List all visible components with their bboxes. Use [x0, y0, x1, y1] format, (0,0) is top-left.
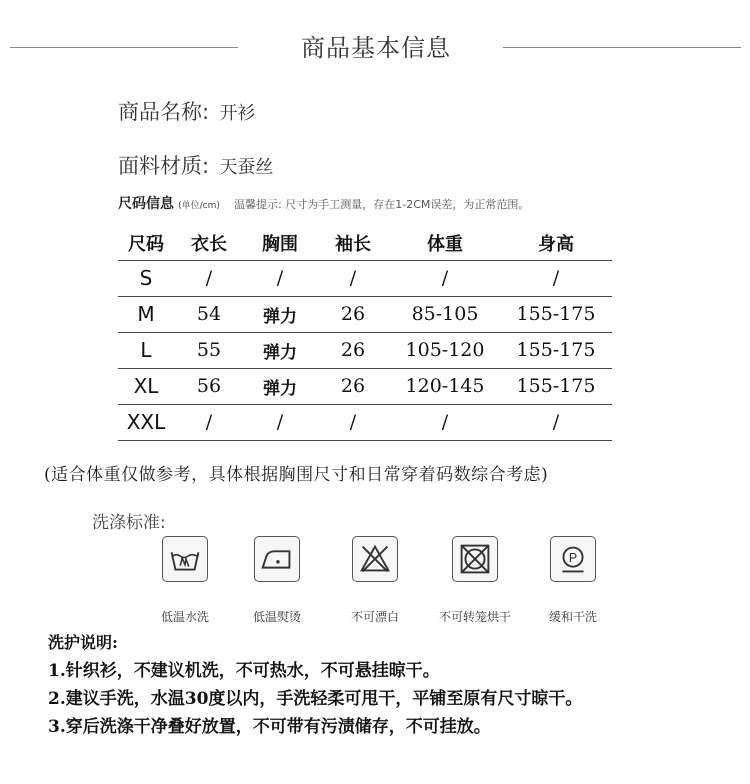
cell-sleeve: / [316, 260, 390, 296]
size-info-unit: (单位/cm) [178, 201, 220, 211]
cell-chest: 弹力 [244, 332, 316, 368]
cell-weight: / [390, 260, 500, 296]
cell-length: / [174, 260, 244, 296]
material-value: 天蚕丝 [219, 157, 274, 178]
weight-note: (适合体重仅做参考，具体根据胸围尺寸和日常穿着码数综合考虑) [44, 465, 549, 485]
cell-weight: / [390, 404, 500, 440]
cell-size: S [118, 260, 174, 296]
cell-chest: / [244, 260, 316, 296]
cell-sleeve: 26 [316, 332, 390, 368]
material-label: 面料材质: [118, 154, 210, 178]
table-row [118, 260, 612, 296]
cell-size: XXL [118, 404, 174, 440]
material-row [118, 150, 273, 180]
size-info-title: 尺码信息 [118, 196, 174, 212]
cell-size: M [118, 296, 174, 332]
icon-label: 不可转笼烘干 [438, 610, 511, 624]
table-row [118, 332, 612, 368]
gentle-dry-clean-icon [550, 536, 596, 582]
cell-length: 54 [174, 296, 244, 332]
col-header-chest: 胸围 [262, 233, 298, 255]
cell-length: 56 [174, 368, 244, 404]
cell-size: XL [118, 368, 174, 404]
cell-height: 155-175 [500, 368, 612, 404]
icon-label: 不可漂白 [350, 610, 399, 624]
care-title: 洗护说明: [48, 633, 118, 652]
product-name-value: 开衫 [219, 103, 256, 124]
col-header-height: 身高 [538, 233, 574, 255]
cell-chest: 弹力 [244, 296, 316, 332]
table-row [118, 368, 612, 404]
title-divider-right [503, 47, 741, 48]
cell-weight: 85-105 [390, 296, 500, 332]
col-header-sleeve: 袖长 [335, 233, 371, 255]
col-header-length: 衣长 [191, 233, 227, 255]
care-line: 1.针织衫，不建议机洗，不可热水，不可悬挂晾干。 [48, 661, 440, 681]
col-header-size: 尺码 [128, 233, 164, 255]
cell-sleeve: 26 [316, 368, 390, 404]
cell-chest: 弹力 [244, 368, 316, 404]
header [0, 28, 750, 68]
cell-height: 155-175 [500, 296, 612, 332]
product-name-row [118, 96, 255, 126]
cell-size: L [118, 332, 174, 368]
care-line: 3.穿后洗涤干净叠好放置，不可带有污渍储存，不可挂放。 [48, 717, 491, 737]
wash-standard-title: 洗涤标准: [92, 513, 166, 533]
low-temp-iron-icon [254, 536, 300, 582]
title-divider-left [10, 47, 238, 48]
icon-label: 低温熨烫 [252, 610, 301, 624]
cell-height: / [500, 404, 612, 440]
cell-weight: 120-145 [390, 368, 500, 404]
cell-height: 155-175 [500, 332, 612, 368]
page-title: 商品基本信息 [301, 34, 451, 62]
col-header-weight: 体重 [427, 233, 463, 255]
product-name-label: 商品名称: [118, 100, 210, 124]
cell-sleeve: / [316, 404, 390, 440]
size-table-header [118, 226, 612, 260]
care-line: 2.建议手洗，水温30度以内，手洗轻柔可甩干，平铺至原有尺寸晾干。 [48, 689, 583, 709]
cell-height: / [500, 260, 612, 296]
icon-label: 低温水洗 [160, 610, 209, 624]
svg-text:P: P [568, 550, 578, 565]
cell-sleeve: 26 [316, 296, 390, 332]
size-info [118, 193, 529, 213]
size-table [118, 226, 612, 441]
cell-weight: 105-120 [390, 332, 500, 368]
table-row [118, 296, 612, 332]
table-row [118, 404, 612, 440]
no-bleach-icon [352, 536, 398, 582]
cell-length: / [174, 404, 244, 440]
low-temp-wash-icon [162, 536, 208, 582]
size-info-tip: 温馨提示: 尺寸为手工测量，存在1-2CM误差，为正常范围。 [234, 198, 530, 211]
no-tumble-dry-icon [452, 536, 498, 582]
icon-label: 缓和干洗 [548, 610, 597, 624]
cell-chest: / [244, 404, 316, 440]
cell-length: 55 [174, 332, 244, 368]
